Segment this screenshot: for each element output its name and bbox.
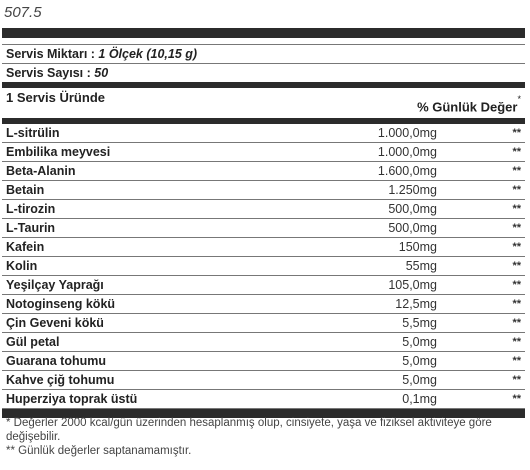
ingredient-amount: 5,0mg — [402, 335, 437, 349]
ingredient-row — [2, 333, 525, 352]
ingredient-daily-value: ** — [512, 298, 521, 310]
per-serving-heading: 1 Servis Üründe — [6, 90, 105, 105]
daily-value-heading — [417, 94, 521, 115]
serving-size-label: Servis Miktarı : — [6, 47, 99, 61]
ingredient-row — [2, 124, 525, 143]
ingredient-row — [2, 238, 525, 257]
serving-count-value: 50 — [94, 66, 109, 80]
ingredient-row — [2, 200, 525, 219]
ingredient-daily-value: ** — [512, 241, 521, 253]
ingredient-name: Embilika meyvesi — [6, 145, 111, 159]
ingredient-name: L-Taurin — [6, 221, 56, 235]
ingredient-name: Betain — [6, 183, 45, 197]
ingredient-daily-value: ** — [512, 165, 521, 177]
ingredient-daily-value: ** — [512, 393, 521, 405]
ingredient-list — [2, 124, 525, 409]
ingredient-name: Kahve çiğ tohumu — [6, 373, 115, 387]
daily-value-label: % Günlük Değer — [417, 99, 518, 115]
ingredient-daily-value: ** — [512, 184, 521, 196]
product-code: 507.5 — [4, 4, 42, 21]
ingredient-amount: 500,0mg — [388, 202, 437, 216]
ingredient-daily-value: ** — [512, 146, 521, 158]
ingredient-amount: 1.250mg — [388, 183, 437, 197]
ingredient-amount: 500,0mg — [388, 221, 437, 235]
ingredient-amount: 5,5mg — [402, 316, 437, 330]
ingredient-amount: 5,0mg — [402, 373, 437, 387]
ingredient-row — [2, 314, 525, 333]
ingredient-row — [2, 390, 525, 409]
ingredient-daily-value: ** — [512, 317, 521, 329]
ingredient-amount: 150mg — [398, 240, 437, 254]
ingredient-daily-value: ** — [512, 336, 521, 348]
ingredient-amount: 12,5mg — [395, 297, 437, 311]
ingredient-amount: 1.600,0mg — [377, 164, 437, 178]
ingredient-row — [2, 371, 525, 390]
ingredient-row — [2, 162, 525, 181]
ingredient-row — [2, 257, 525, 276]
daily-value-mark: * — [517, 94, 521, 104]
ingredient-name: Kolin — [6, 259, 38, 273]
ingredient-amount: 105,0mg — [388, 278, 437, 292]
nutrition-facts-panel — [2, 28, 525, 410]
footnote-not-established: ** Günlük değerler saptanamamıştır. — [6, 445, 192, 457]
footnotes — [6, 416, 521, 458]
ingredient-row — [2, 219, 525, 238]
ingredient-amount: 1.000,0mg — [377, 126, 437, 140]
serving-count-label: Servis Sayısı : — [6, 66, 95, 80]
ingredient-name: Çin Geveni kökü — [6, 316, 104, 330]
ingredient-row — [2, 181, 525, 200]
ingredient-daily-value: ** — [512, 127, 521, 139]
ingredient-daily-value: ** — [512, 222, 521, 234]
ingredient-name: L-sitrülin — [6, 126, 60, 140]
ingredient-name: Beta-Alanin — [6, 164, 76, 178]
ingredient-name: Huperziya toprak üstü — [6, 392, 138, 406]
ingredient-daily-value: ** — [512, 260, 521, 272]
ingredient-daily-value: ** — [512, 355, 521, 367]
serving-count-row — [2, 64, 525, 82]
ingredient-daily-value: ** — [512, 279, 521, 291]
ingredient-daily-value: ** — [512, 203, 521, 215]
ingredient-row — [2, 295, 525, 314]
ingredient-name: Guarana tohumu — [6, 354, 107, 368]
ingredient-daily-value: ** — [512, 374, 521, 386]
ingredient-name: Yeşilçay Yaprağı — [6, 278, 104, 292]
ingredient-name: Notoginseng kökü — [6, 297, 116, 311]
ingredient-amount: 5,0mg — [402, 354, 437, 368]
ingredient-name: Kafein — [6, 240, 45, 254]
ingredient-amount: 1.000,0mg — [377, 145, 437, 159]
ingredient-name: Gül petal — [6, 335, 60, 349]
serving-size-value: 1 Ölçek (10,15 g) — [98, 47, 198, 61]
ingredient-amount: 55mg — [405, 259, 437, 273]
serving-size-row — [2, 45, 525, 63]
ingredient-row — [2, 143, 525, 162]
ingredient-name: L-tirozin — [6, 202, 56, 216]
ingredient-row — [2, 276, 525, 295]
footnote-daily-values: * Değerler 2000 kcal/gün üzerinden hesaplanmış olup, cinsiyete, yaşa ve fiziksel aktiviteye göre değişebilir. — [6, 417, 492, 443]
top-divider-bar — [2, 28, 525, 38]
ingredient-amount: 0,1mg — [402, 392, 437, 406]
table-header — [2, 88, 525, 118]
ingredient-row — [2, 352, 525, 371]
